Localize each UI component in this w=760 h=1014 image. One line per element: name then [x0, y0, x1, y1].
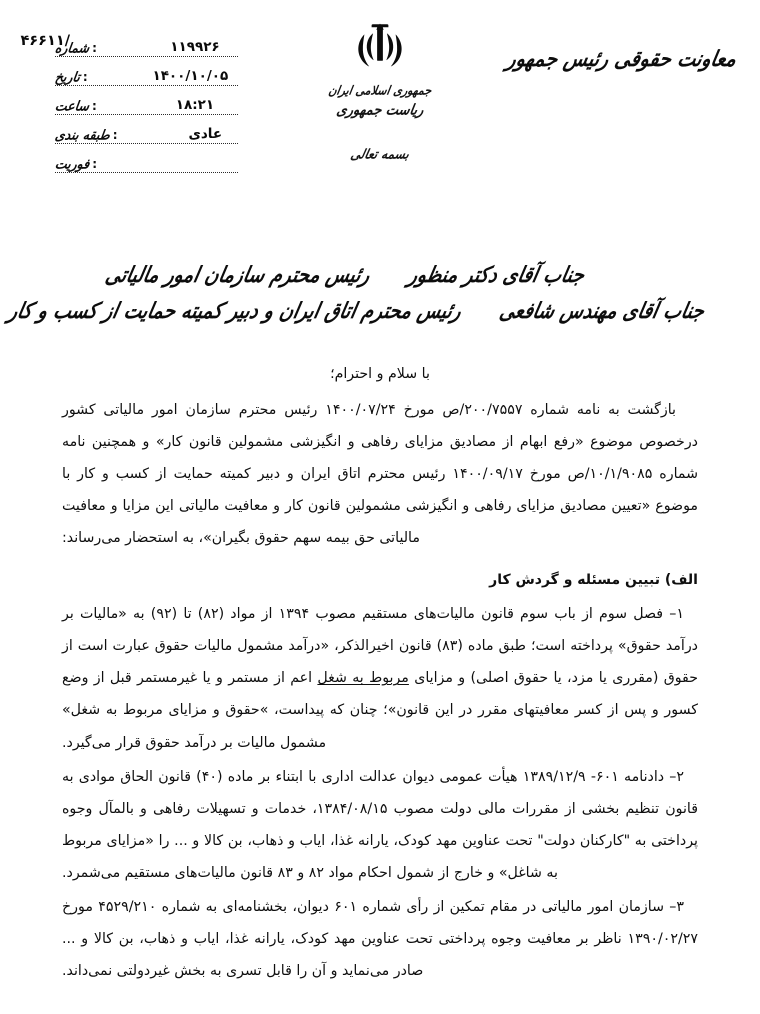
letter-header [0, 0, 760, 225]
item-1-text-part-1: ۱– فصل سوم از باب سوم قانون مالیات‌های مستقیم مصوب ۱۳۹۴ از مواد (۸۲) تا (۹۲) به «مالیات بر درآمد حقوق» پرداخته است؛ طبق ماده (۸۳) قانون اخیرالذکر، «درآمد مشمول مالیات حقوق عبارت است از حقوق (مقرری یا مزد، یا حقوق اصلی) و مزایای [62, 606, 698, 687]
registry-row-classification [55, 115, 290, 144]
registry-row-urgency [55, 144, 290, 173]
corner-reference-number: ۴۶۶۱۱/ [20, 33, 70, 49]
department-title: معاونت حقوقی رئیس جمهور [504, 46, 739, 72]
addressee-2-role: رئیس محترم اتاق ایران و دبیر کمیته حمایت از کسب و کار [5, 299, 464, 325]
addressee-block [5, 258, 726, 330]
registry-value-date: ۱۴۰۰/۱۰/۰۵ [152, 68, 229, 84]
section-a-heading: الف) تبیین مسئله و گردش کار [489, 571, 698, 588]
addressee-line-2 [5, 290, 730, 334]
registry-block [55, 28, 290, 173]
basmala-text: بسمه تعالی [349, 146, 411, 162]
registry-colon-date: : [82, 70, 88, 84]
salutation: با سلام و احترام؛ [330, 366, 430, 382]
registry-colon-time: : [92, 99, 97, 113]
registry-label-classification: طبقه بندی [54, 126, 111, 143]
registry-label-urgency: فوریت [54, 155, 91, 172]
registry-colon-classification: : [112, 128, 118, 142]
registry-label-number: شماره [54, 39, 91, 56]
registry-row-date [55, 57, 290, 86]
item-1-text-part-2: اعم از مستمر و یا غیرمستمر قبل از وضع کسور و پس از کسر معافیتهای مقرر در این قانون»؛ چنان که پیداست، »حقوق و مزایای مربوط به شغل» مشمول مالیات بر درآمد حقوق قرار می‌گیرد. [62, 670, 698, 751]
emblem-block [280, 22, 480, 161]
organization-name-line-1: جمهوری اسلامی ایران [327, 83, 433, 98]
registry-value-classification: عادی [188, 126, 223, 142]
item-3: ۳– سازمان امور مالیاتی در مقام تمکین از رأی شماره ۶۰۱ دیوان، بخشنامه‌ای به شماره ۴۵۲۹/۲۱۰ مورخ ۱۳۹۰/۰۲/۲۷ ناظر بر معافیت وجوه پرداختی تحت عناوین مهد کودک، یارانه غذا، ایاب و ذهاب، بن کالا و ... صادر می‌نماید و آن را قابل تسری به بخش غیردولتی نمی‌داند. [62, 899, 698, 980]
registry-value-time: ۱۸:۲۱ [175, 97, 215, 113]
registry-value-number: ۱۱۹۹۲۶ [170, 39, 220, 55]
registry-colon-number: : [92, 41, 97, 55]
addressee-2-name: جناب آقای مهندس شافعی [497, 299, 707, 325]
registry-row-time [55, 86, 290, 115]
addressee-1-role: رئیس محترم سازمان امور مالیاتی [103, 263, 373, 288]
intro-paragraph: بازگشت به نامه شماره ۲۰۰/۷۵۵۷/ص مورخ ۱۴۰۰/۰۷/۲۴ رئیس محترم سازمان امور مالیاتی کشور درخصوص موضوع «رفع ابهام از مصادیق مزایای رفاهی و انگیزشی مشمولین قانون کار» و همچنین نامه شماره ۱۰/۱/۹۰۸۵/ص مورخ ۱۴۰۰/۰۹/۱۷ رئیس محترم اتاق ایران و دبیر کمیته حمایت از کسب و کار با موضوع «تعیین مصادیق مزایای رفاهی و انگیزشی مشمولین قانون کار و معافیت مالیاتی این مزایا و معافیت مالیاتی حق بیمه سهم حقوق بگیران»، به استحضار می‌رساند: [62, 402, 698, 547]
item-2: ۲– دادنامه ۶۰۱- ۱۳۸۹/۱۲/۹ هیأت عمومی دیوان عدالت اداری با ابتناء بر ماده (۴۰) قانون الحاق موادی به قانون تنظیم بخشی از مقررات مالی دولت مصوب ۱۳۸۴/۰۸/۱۵، خدمات و تسهیلات رفاهی و بالمآل وجوه پرداختی به "کارکنان دولت" تحت عناوین مهد کودک، یارانه غذا، ایاب و ذهاب، بن کالا و ... را «مزایای مربوط به شاغل» و خارج از شمول احکام مواد ۸۲ و ۸۳ قانون مالیات‌های مستقیم می‌شمرد. [62, 768, 698, 881]
organization-name-line-2: ریاست جمهوری [335, 102, 425, 119]
registry-label-time: ساعت [54, 97, 91, 114]
item-1-underlined-phrase: مربوط به شغل [317, 670, 409, 687]
registry-row-number [55, 28, 290, 57]
item-1 [62, 598, 698, 758]
registry-colon-urgency: : [92, 157, 98, 171]
letter-body [62, 358, 698, 989]
registry-label-date: تاریخ [54, 68, 82, 85]
iran-emblem-icon [350, 22, 410, 78]
registry-rule-urgency [55, 172, 238, 173]
addressee-1-name: جناب آقای دکتر منظور [405, 263, 587, 288]
